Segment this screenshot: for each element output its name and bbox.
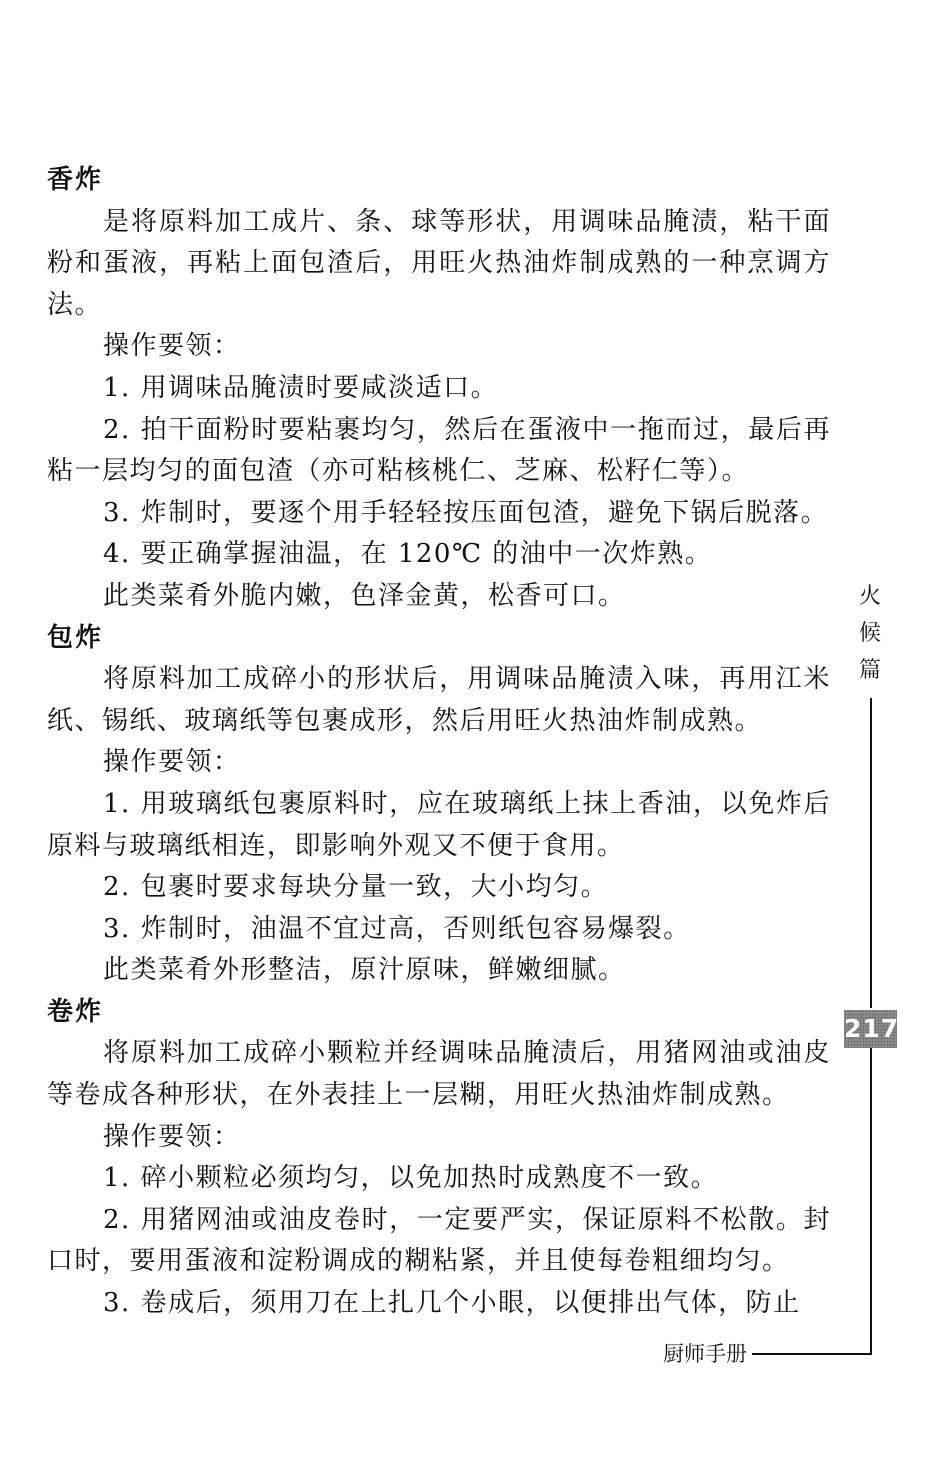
paragraph: 1. 用调味品腌渍时要咸淡适口。 bbox=[103, 372, 499, 403]
paragraph: 将原料加工成碎小颗粒并经调味品腌渍后，用猪网油或油皮等卷成各种形状，在外表挂上一层糊，用旺火热油炸制成熟。 bbox=[47, 1038, 831, 1111]
chapter-char: 候 bbox=[858, 621, 881, 646]
page-number: 217 bbox=[844, 1010, 897, 1048]
section-heading: 卷炸 bbox=[47, 996, 104, 1027]
side-rule-top bbox=[870, 698, 872, 1008]
paragraph: 是将原料加工成片、条、球等形状，用调味品腌渍，粘干面粉和蛋液，再粘上面包渣后，用旺火热油炸制成熟的一种烹调方法。 bbox=[47, 206, 831, 320]
side-rule-bottom bbox=[870, 1048, 872, 1353]
paragraph: 操作要领： bbox=[103, 1121, 241, 1152]
chapter-char: 火 bbox=[858, 584, 881, 609]
paragraph: 将原料加工成碎小的形状后，用调味品腌渍入味，再用江米纸、锡纸、玻璃纸等包裹成形，然后用旺火热油炸制成熟。 bbox=[47, 664, 831, 736]
footer-rule bbox=[752, 1353, 872, 1355]
paragraph: 4. 要正确掌握油温，在 120℃ 的油中一次炸熟。 bbox=[103, 539, 713, 570]
section-heading: 香炸 bbox=[47, 165, 104, 195]
paragraph: 此类菜肴外脆内嫩，色泽金黄，松香可口。 bbox=[103, 580, 626, 611]
paragraph: 操作要领： bbox=[103, 747, 241, 778]
paragraph: 此类菜肴外形整洁，原汁原味，鲜嫩细腻。 bbox=[103, 955, 626, 986]
paragraph: 2. 用猪网油或油皮卷时，一定要严实，保证原料不松散。封口时，要用蛋液和淀粉调成的糊粘紧，并且使每卷粗细均匀。 bbox=[47, 1204, 831, 1277]
paragraph: 1. 用玻璃纸包裹原料时，应在玻璃纸上抹上香油，以免炸后原料与玻璃纸相连，即影响外观又不便于食用。 bbox=[47, 788, 831, 861]
paragraph: 1. 碎小颗粒必须均匀，以免加热时成熟度不一致。 bbox=[103, 1163, 719, 1194]
section-heading: 包炸 bbox=[47, 622, 104, 653]
footer-book-title: 厨师手册 bbox=[663, 1341, 751, 1367]
chapter-side-label bbox=[856, 578, 884, 689]
paragraph: 3. 卷成后，须用刀在上扎几个小眼，以便排出气体，防止 bbox=[103, 1288, 801, 1319]
page-body bbox=[47, 160, 831, 1325]
paragraph: 2. 包裹时要求每块分量一致，大小均匀。 bbox=[103, 872, 609, 903]
paragraph: 3. 炸制时，油温不宜过高，否则纸包容易爆裂。 bbox=[103, 913, 691, 944]
paragraph: 2. 拍干面粉时要粘裹均匀，然后在蛋液中一拖而过，最后再粘一层均匀的面包渣（亦可粘核桃仁、芝麻、松籽仁等）。 bbox=[47, 414, 831, 487]
chapter-char: 篇 bbox=[858, 658, 881, 683]
paragraph: 3. 炸制时，要逐个用手轻轻按压面包渣，避免下锅后脱落。 bbox=[103, 497, 829, 528]
paragraph: 操作要领： bbox=[103, 331, 241, 362]
